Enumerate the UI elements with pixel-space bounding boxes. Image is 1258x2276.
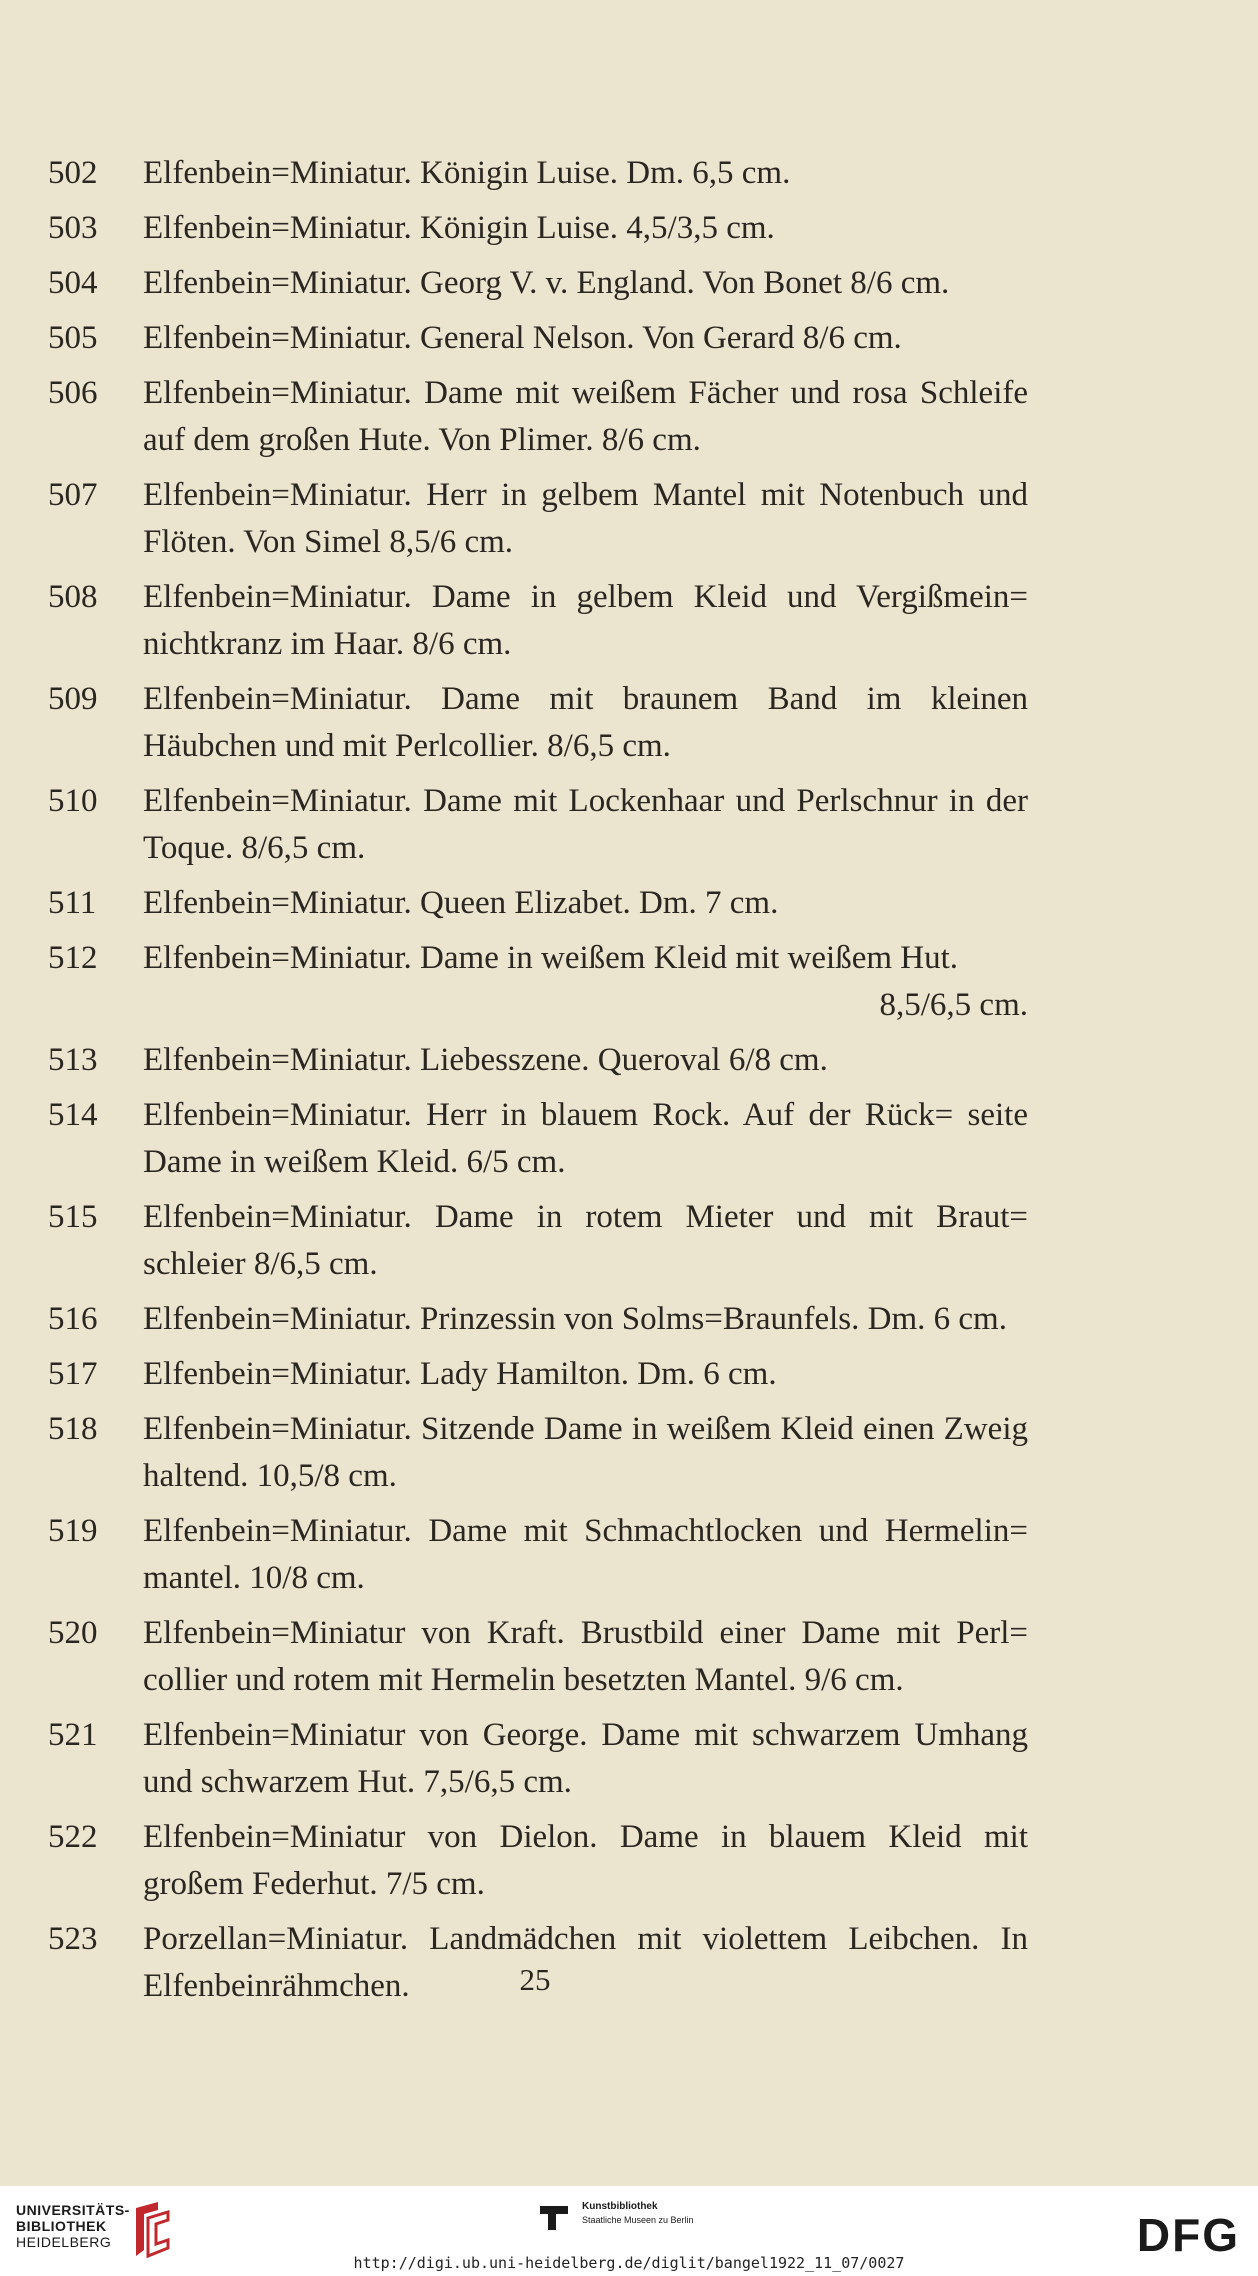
entry-text: Elfenbein=Miniatur. Prinzessin von Solms=Braunfels. Dm. 6 cm. xyxy=(143,1301,1007,1337)
entry-description xyxy=(143,370,1028,464)
catalog-entry xyxy=(48,880,1028,927)
entry-description xyxy=(143,1296,1028,1343)
entry-text: Elfenbein=Miniatur. Queen Elizabet. Dm. 7 cm. xyxy=(143,885,779,921)
kunstbibliothek-logo[interactable] xyxy=(536,2200,694,2241)
entry-description xyxy=(143,472,1028,566)
dfg-logo[interactable]: DFG xyxy=(1136,2209,1240,2261)
catalog-entry xyxy=(48,1508,1028,1602)
entry-text: Elfenbein=Miniatur. Dame in rotem Mieter und mit Braut= schleier 8/6,5 cm. xyxy=(143,1199,1028,1282)
entry-description xyxy=(143,1037,1028,1084)
entry-text: Elfenbein=Miniatur. Dame mit Schmachtlocken und Hermelin= mantel. 10/8 cm. xyxy=(143,1513,1028,1596)
entry-text: Elfenbein=Miniatur. Dame in weißem Kleid mit weißem Hut. xyxy=(143,940,959,976)
entry-number: 517 xyxy=(48,1356,98,1392)
catalog-entry xyxy=(48,1610,1028,1704)
entry-text: Elfenbein=Miniatur von Dielon. Dame in blauem Kleid mit großem Federhut. 7/5 cm. xyxy=(143,1819,1028,1902)
entry-number: 518 xyxy=(48,1411,98,1447)
entry-number: 514 xyxy=(48,1097,98,1133)
entry-description xyxy=(143,1508,1028,1602)
entry-number: 510 xyxy=(48,783,98,819)
entry-description xyxy=(143,1351,1028,1398)
entry-number: 521 xyxy=(48,1717,98,1753)
entry-text: Elfenbein=Miniatur von George. Dame mit schwarzem Umhang und schwarzem Hut. 7,5/6,5 cm. xyxy=(143,1717,1028,1800)
entry-description xyxy=(143,574,1028,668)
entry-text: Elfenbein=Miniatur. Königin Luise. 4,5/3,5 cm. xyxy=(143,210,775,246)
entry-description xyxy=(143,1194,1028,1288)
entry-description xyxy=(143,150,1028,197)
catalog-entry xyxy=(48,472,1028,566)
entry-description xyxy=(143,260,1028,307)
entry-text: Elfenbein=Miniatur. Herr in gelbem Mantel mit Notenbuch und Flöten. Von Simel 8,5/6 cm. xyxy=(143,477,1028,560)
entry-description xyxy=(143,1610,1028,1704)
entry-number: 508 xyxy=(48,579,98,615)
entry-number: 502 xyxy=(48,155,98,191)
page-url[interactable]: http://digi.ub.uni-heidelberg.de/diglit/bangel1922_11_07/0027 xyxy=(353,2254,905,2272)
catalog-entry xyxy=(48,1406,1028,1500)
entry-text: Elfenbein=Miniatur. Liebesszene. Queroval 6/8 cm. xyxy=(143,1042,828,1078)
entry-number: 520 xyxy=(48,1615,98,1651)
entry-text: Elfenbein=Miniatur. General Nelson. Von Gerard 8/6 cm. xyxy=(143,320,902,356)
entry-number: 506 xyxy=(48,375,98,411)
entry-number: 504 xyxy=(48,265,98,301)
entry-description xyxy=(143,935,1028,1029)
entry-text: Elfenbein=Miniatur. Dame mit weißem Fächer und rosa Schleife auf dem großen Hute. Von Plimer. 8/6 cm. xyxy=(143,375,1028,458)
entry-description xyxy=(143,880,1028,927)
catalog-entry xyxy=(48,205,1028,252)
catalog-entry xyxy=(48,1296,1028,1343)
catalog-entry xyxy=(48,150,1028,197)
entry-text: Elfenbein=Miniatur. Dame mit Lockenhaar und Perlschnur in der Toque. 8/6,5 cm. xyxy=(143,783,1028,866)
entry-text: Elfenbein=Miniatur. Georg V. v. England. Von Bonet 8/6 cm. xyxy=(143,265,950,301)
catalog-entry xyxy=(48,260,1028,307)
catalog-entry xyxy=(48,1092,1028,1186)
entry-text: Elfenbein=Miniatur. Herr in blauem Rock. Auf der Rück= seite Dame in weißem Kleid. 6/5 cm. xyxy=(143,1097,1028,1180)
entry-description xyxy=(143,676,1028,770)
entry-number: 511 xyxy=(48,885,97,921)
entry-description xyxy=(143,205,1028,252)
catalog-entry xyxy=(48,370,1028,464)
entry-text: Elfenbein=Miniatur von Kraft. Brustbild einer Dame mit Perl= collier und rotem mit Hermelin besetzten Mantel. 9/6 cm. xyxy=(143,1615,1028,1698)
catalog-entry xyxy=(48,935,1028,1029)
catalog-entry xyxy=(48,676,1028,770)
ub-logo-line: HEIDELBERG xyxy=(16,2234,112,2250)
entry-number: 522 xyxy=(48,1819,98,1855)
entry-text: Elfenbein=Miniatur. Lady Hamilton. Dm. 6 cm. xyxy=(143,1356,777,1392)
catalog-entry xyxy=(48,574,1028,668)
entry-number: 509 xyxy=(48,681,98,717)
entry-text: Elfenbein=Miniatur. Königin Luise. Dm. 6,5 cm. xyxy=(143,155,791,191)
entry-description xyxy=(143,778,1028,872)
catalog-entry xyxy=(48,1814,1028,1908)
entry-number: 513 xyxy=(48,1042,98,1078)
footer-bar xyxy=(0,2186,1258,2276)
catalog-entry xyxy=(48,1712,1028,1806)
entry-text: Elfenbein=Miniatur. Dame in gelbem Kleid und Vergißmein= nichtkranz im Haar. 8/6 cm. xyxy=(143,579,1028,662)
entry-number: 515 xyxy=(48,1199,98,1235)
kunstbibliothek-icon xyxy=(536,2200,572,2236)
catalog-entry xyxy=(48,778,1028,872)
entry-description xyxy=(143,1092,1028,1186)
ub-logo-line: UNIVERSITÄTS- xyxy=(16,2202,130,2218)
entry-description xyxy=(143,1406,1028,1500)
entry-number: 507 xyxy=(48,477,98,513)
catalog-entry xyxy=(48,1351,1028,1398)
entry-number: 503 xyxy=(48,210,98,246)
catalog-entry xyxy=(48,315,1028,362)
kunstbibliothek-title: Kunstbibliothek xyxy=(582,2201,658,2212)
entry-number: 512 xyxy=(48,940,98,976)
entry-text: Porzellan=Miniatur. Landmädchen mit violettem Leibchen. In Elfenbeinrähmchen. xyxy=(143,1921,1028,2004)
ub-logo-line: BIBLIOTHEK xyxy=(16,2218,107,2234)
catalog-entries xyxy=(48,150,1028,2018)
catalog-entry xyxy=(48,1037,1028,1084)
ub-heidelberg-logo[interactable] xyxy=(16,2202,130,2250)
entry-continuation: 8,5/6,5 cm. xyxy=(879,987,1028,1023)
page-number: 25 xyxy=(519,1962,551,1997)
entry-text: Elfenbein=Miniatur. Dame mit braunem Band im kleinen Häubchen und mit Perlcollier. 8/6,5 cm. xyxy=(143,681,1028,764)
entry-description xyxy=(143,1712,1028,1806)
entry-number: 505 xyxy=(48,320,98,356)
entry-text: Elfenbein=Miniatur. Sitzende Dame in weißem Kleid einen Zweig haltend. 10,5/8 cm. xyxy=(143,1411,1028,1494)
entry-number: 523 xyxy=(48,1921,98,1957)
catalog-entry xyxy=(48,1194,1028,1288)
entry-description xyxy=(143,315,1028,362)
entry-description xyxy=(143,1814,1028,1908)
entry-number: 519 xyxy=(48,1513,98,1549)
kunstbibliothek-subtitle: Staatliche Museen zu Berlin xyxy=(582,2215,694,2225)
entry-number: 516 xyxy=(48,1301,98,1337)
